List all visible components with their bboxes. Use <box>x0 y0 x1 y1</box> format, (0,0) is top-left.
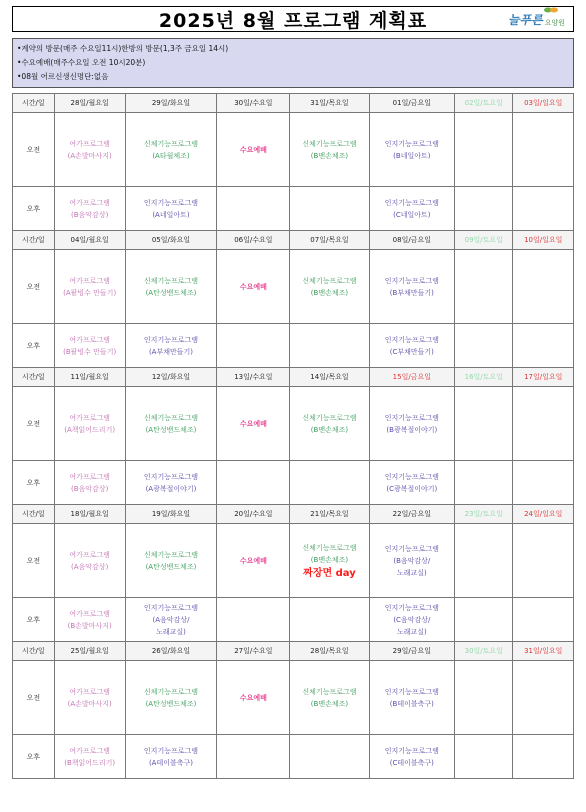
program-cell: 여가프로그램 (A손발마사지) <box>54 661 125 735</box>
am-row <box>13 250 574 324</box>
program-cell: 인지기능프로그램 (A음악감상/ 노래교실) <box>125 598 217 642</box>
event-label: 짜장면 day <box>303 567 356 579</box>
leaf-icon <box>544 6 558 14</box>
program-cell: 인지기능프로그램 (B네일아트) <box>369 113 455 187</box>
program-cell <box>217 187 290 231</box>
day-header: 04일/월요일 <box>54 231 125 250</box>
day-header: 17일/일요일 <box>513 368 574 387</box>
am-label: 오전 <box>13 113 55 187</box>
program-cell <box>513 461 574 505</box>
day-header: 06일/수요일 <box>217 231 290 250</box>
day-header: 27일/수요일 <box>217 642 290 661</box>
day-header: 21일/목요일 <box>290 505 369 524</box>
program-cell <box>217 461 290 505</box>
logo <box>508 9 565 29</box>
program-cell <box>290 461 369 505</box>
program-cell <box>455 661 513 735</box>
day-header: 12일/화요일 <box>125 368 217 387</box>
day-header: 29일/화요일 <box>125 94 217 113</box>
day-header: 05일/화요일 <box>125 231 217 250</box>
program-cell: 인지기능프로그램 (B광복절이야기) <box>369 387 455 461</box>
program-cell: 여가프로그램 (A팥빙수 만들기) <box>54 250 125 324</box>
day-header: 14일/목요일 <box>290 368 369 387</box>
program-cell: 수요예배 <box>217 661 290 735</box>
program-cell <box>455 113 513 187</box>
pm-label: 오후 <box>13 461 55 505</box>
pm-label: 오후 <box>13 735 55 779</box>
day-header: 28일/목요일 <box>290 642 369 661</box>
program-cell <box>455 735 513 779</box>
day-header: 25일/월요일 <box>54 642 125 661</box>
header-label: 시간/일 <box>13 231 55 250</box>
program-cell <box>513 187 574 231</box>
header-label: 시간/일 <box>13 94 55 113</box>
pm-row <box>13 187 574 231</box>
program-cell <box>290 324 369 368</box>
program-cell <box>455 187 513 231</box>
program-cell <box>455 250 513 324</box>
pm-row <box>13 598 574 642</box>
schedule-table <box>12 93 574 779</box>
week-header-row <box>13 231 574 250</box>
program-cell <box>455 524 513 598</box>
day-header: 22일/금요일 <box>369 505 455 524</box>
program-cell: 인지기능프로그램 (B음악감상/ 노래교실) <box>369 524 455 598</box>
day-header: 02일/토요일 <box>455 94 513 113</box>
program-cell <box>513 387 574 461</box>
program-cell: 수요예배 <box>217 113 290 187</box>
program-cell: 수요예배 <box>217 250 290 324</box>
program-cell: 여가프로그램 (B음악감상) <box>54 187 125 231</box>
day-header: 11일/월요일 <box>54 368 125 387</box>
logo-subtext: 요양원 <box>544 19 565 27</box>
day-header: 28일/월요일 <box>54 94 125 113</box>
notice-line: •수요예배(매주수요일 오전 10시20분) <box>17 58 146 67</box>
pm-row <box>13 735 574 779</box>
program-cell: 신체기능프로그램 (B맨손체조) 짜장면 day <box>290 524 369 598</box>
day-header: 24일/일요일 <box>513 505 574 524</box>
program-cell <box>513 598 574 642</box>
week-header-row <box>13 505 574 524</box>
program-cell: 신체기능프로그램 (B맨손체조) <box>290 661 369 735</box>
program-cell <box>513 250 574 324</box>
header-label: 시간/일 <box>13 505 55 524</box>
day-header: 29일/금요일 <box>369 642 455 661</box>
program-cell: 여가프로그램 (B음악감상) <box>54 461 125 505</box>
day-header: 31일/목요일 <box>290 94 369 113</box>
program-cell <box>217 598 290 642</box>
program-cell: 신체기능프로그램 (A탄성밴드체조) <box>125 250 217 324</box>
program-cell <box>290 598 369 642</box>
day-header: 31일/일요일 <box>513 642 574 661</box>
week-header-row <box>13 642 574 661</box>
day-header: 03일/일요일 <box>513 94 574 113</box>
program-cell: 신체기능프로그램 (B맨손체조) <box>290 113 369 187</box>
day-header: 16일/토요일 <box>455 368 513 387</box>
program-cell: 인지기능프로그램 (A광복절이야기) <box>125 461 217 505</box>
program-cell: 신체기능프로그램 (B맨손체조) <box>290 250 369 324</box>
day-header: 30일/토요일 <box>455 642 513 661</box>
program-cell: 인지기능프로그램 (B테이블축구) <box>369 661 455 735</box>
day-header: 09일/토요일 <box>455 231 513 250</box>
program-cell: 여가프로그램 (A음악감상) <box>54 524 125 598</box>
program-cell <box>513 524 574 598</box>
pm-label: 오후 <box>13 598 55 642</box>
program-cell <box>513 113 574 187</box>
day-header: 07일/목요일 <box>290 231 369 250</box>
program-cell: 수요예배 <box>217 524 290 598</box>
day-header: 26일/화요일 <box>125 642 217 661</box>
program-cell: 신체기능프로그램 (B맨손체조) <box>290 387 369 461</box>
program-cell <box>513 735 574 779</box>
program-cell: 인지기능프로그램 (C테이블축구) <box>369 735 455 779</box>
notice-line: •계약의 방문(매주 수요일11시)한방의 방문(1,3주 금요일 14시) <box>17 44 229 53</box>
program-cell <box>455 387 513 461</box>
program-cell <box>217 324 290 368</box>
program-cell: 인지기능프로그램 (A테이블축구) <box>125 735 217 779</box>
day-header: 08일/금요일 <box>369 231 455 250</box>
notice-line: •08월 어르신생신명단:없음 <box>17 72 109 81</box>
program-cell: 여가프로그램 (B팥빙수 만들기) <box>54 324 125 368</box>
am-row <box>13 113 574 187</box>
title-bar <box>12 6 574 32</box>
program-cell: 수요예배 <box>217 387 290 461</box>
program-cell: 인지기능프로그램 (C광복절이야기) <box>369 461 455 505</box>
day-header: 18일/월요일 <box>54 505 125 524</box>
day-header: 20일/수요일 <box>217 505 290 524</box>
program-cell <box>217 735 290 779</box>
day-header: 23일/토요일 <box>455 505 513 524</box>
day-header: 30일/수요일 <box>217 94 290 113</box>
program-cell <box>290 735 369 779</box>
program-cell: 여가프로그램 (A책읽어드리기) <box>54 387 125 461</box>
notice-box <box>12 38 574 88</box>
program-cell: 인지기능프로그램 (C음악감상/ 노래교실) <box>369 598 455 642</box>
am-row <box>13 524 574 598</box>
program-cell <box>290 187 369 231</box>
am-label: 오전 <box>13 661 55 735</box>
day-header: 01일/금요일 <box>369 94 455 113</box>
program-cell: 여가프로그램 (B책읽어드리기) <box>54 735 125 779</box>
program-cell <box>455 461 513 505</box>
am-label: 오전 <box>13 387 55 461</box>
program-cell <box>513 661 574 735</box>
header-label: 시간/일 <box>13 368 55 387</box>
pm-row <box>13 324 574 368</box>
am-row <box>13 661 574 735</box>
am-label: 오전 <box>13 524 55 598</box>
program-cell: 인지기능프로그램 (C네일아트) <box>369 187 455 231</box>
pm-label: 오후 <box>13 187 55 231</box>
program-cell: 신체기능프로그램 (A탄성밴드체조) <box>125 661 217 735</box>
program-cell <box>455 324 513 368</box>
program-cell: 여가프로그램 (B손발마사지) <box>54 598 125 642</box>
program-cell: 인지기능프로그램 (A부채만들기) <box>125 324 217 368</box>
logo-text: 늘푸른 <box>507 12 543 27</box>
week-header-row <box>13 94 574 113</box>
program-cell <box>455 598 513 642</box>
program-cell: 인지기능프로그램 (A네일아트) <box>125 187 217 231</box>
program-cell: 신체기능프로그램 (A타월체조) <box>125 113 217 187</box>
program-cell: 여가프로그램 (A손발마사지) <box>54 113 125 187</box>
pm-row <box>13 461 574 505</box>
am-label: 오전 <box>13 250 55 324</box>
day-header: 13일/수요일 <box>217 368 290 387</box>
program-cell: 신체기능프로그램 (A탄성밴드체조) <box>125 524 217 598</box>
pm-label: 오후 <box>13 324 55 368</box>
page-title: 2025년 8월 프로그램 계획표 <box>158 9 428 32</box>
week-header-row <box>13 368 574 387</box>
day-header: 10일/일요일 <box>513 231 574 250</box>
header-label: 시간/일 <box>13 642 55 661</box>
program-cell: 신체기능프로그램 (A탄성밴드체조) <box>125 387 217 461</box>
am-row <box>13 387 574 461</box>
program-cell <box>513 324 574 368</box>
program-cell: 인지기능프로그램 (C부채만들기) <box>369 324 455 368</box>
program-cell: 인지기능프로그램 (B부채만들기) <box>369 250 455 324</box>
day-header: 19일/화요일 <box>125 505 217 524</box>
day-header: 15일/금요일 <box>369 368 455 387</box>
